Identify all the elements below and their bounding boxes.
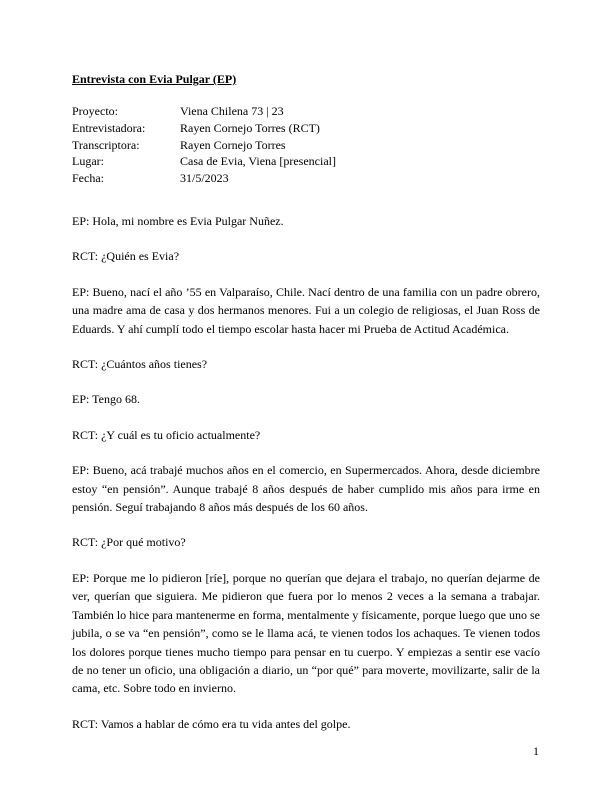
transcript-paragraph: RCT: ¿Y cuál es tu oficio actualmente?	[72, 427, 261, 442]
meta-label: Entrevistadora:	[72, 120, 146, 135]
transcript-paragraph: RCT: ¿Cuántos años tienes?	[72, 357, 208, 372]
meta-value: Rayen Cornejo Torres (RCT)	[180, 120, 320, 135]
transcript-paragraph: RCT: Vamos a hablar de cómo era tu vida antes del golpe.	[72, 716, 351, 731]
interview-metadata	[72, 103, 336, 187]
transcript-body	[72, 212, 540, 750]
meta-label: Fecha:	[72, 171, 104, 186]
meta-row-transcriber	[72, 137, 336, 154]
meta-row-place	[72, 153, 336, 170]
meta-value: Rayen Cornejo Torres	[180, 137, 286, 152]
page-number: 1	[533, 744, 539, 758]
transcript-paragraph: EP: Hola, mi nombre es Evia Pulgar Nuñez.	[72, 214, 284, 228]
meta-row-date	[72, 170, 336, 187]
meta-value: 31/5/2023	[180, 171, 229, 186]
transcript-paragraph: RCT: ¿Quién es Evia?	[72, 249, 180, 264]
meta-label: Transcriptora:	[72, 137, 140, 152]
meta-row-interviewer	[72, 120, 336, 137]
transcript-paragraph: EP: Bueno, nací el año ’55 en Valparaíso, Chile. Nací dentro de una familia con un padre obrero, una madre ama de casa y dos hermanos menores. Fui a un colegio de religiosas, el Juan Ross de Eduards. Y ahí cumplí todo el tiempo escolar hasta hacer mi Prueba de Actitud Académica.	[72, 284, 540, 336]
meta-row-project	[72, 103, 336, 120]
document-title: Entrevista con Evia Pulgar (EP)	[72, 72, 237, 86]
transcript-paragraph: EP: Bueno, acá trabajé muchos años en el comercio, en Supermercados. Ahora, desde diciembre estoy “en pensión”. Aunque trabajé 8 años después de haber cumplido mis años para irme en pensión. Seguí trabajando 8 años más después de los 60 años.	[72, 463, 540, 515]
transcript-paragraph: RCT: ¿Por qué motivo?	[72, 535, 186, 550]
meta-value: Viena Chilena 73 | 23	[180, 104, 284, 118]
meta-value: Casa de Evia, Viena [presencial]	[180, 154, 336, 169]
meta-label: Lugar:	[72, 154, 104, 169]
transcript-paragraph: EP: Porque me lo pidieron [ríe], porque no querían que dejara el trabajo, no querían dejarme de ver, querían que siguiera. Me pidieron que fuera por lo menos 2 veces a la semana a trabajar. También lo hice para mantenerme en forma, mentalmente y físicamente, porque luego que uno se jubila, o se va “en pensión”, como se le llama acá, te vienen todos los achaques. Te vienen todos los dolores porque tienes mucho tiempo para pensar en tu cuerpo. Y empiezas a sentir ese vacío de no tener un oficio, una obligación a diario, un “por qué” para moverte, movilizarte, salir de la cama, etc. Sobre todo en invierno.	[72, 570, 540, 696]
meta-label: Proyecto:	[72, 104, 118, 118]
transcript-paragraph: EP: Tengo 68.	[72, 392, 140, 407]
